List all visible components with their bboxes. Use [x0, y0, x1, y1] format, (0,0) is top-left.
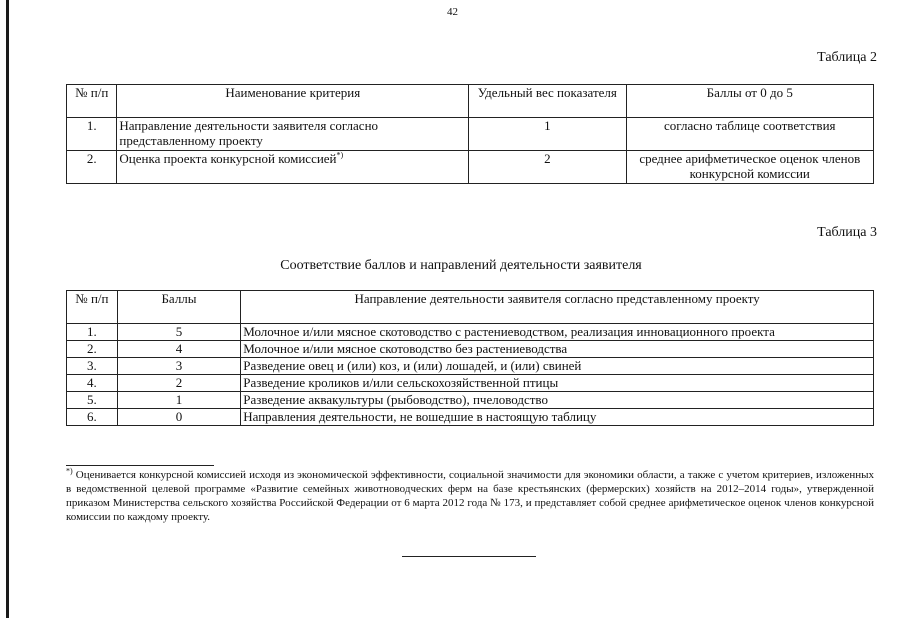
- row-points: 0: [117, 409, 240, 426]
- footnote-text: Оценивается конкурсной комиссией исходя из экономической эффективности, социальной значимости для экономики области, а также с учетом критериев, изложенных в ведомственной целевой программе «Развитие семейных животноводческих ферм на базе крестьянских (фермерских) хозяйств на 2012–2014 годы», утвержденной приказом Министерства сельского хозяйства Российской Федерации от 6 марта 2012 года № 173, и представляет собой среднее арифметическое оценок членов конкурсной комиссии по каждому проекту.: [66, 469, 875, 523]
- column-header-weight: Удельный вес показателя: [469, 85, 626, 118]
- table-row: [67, 358, 874, 375]
- row-number: 5.: [67, 392, 118, 409]
- table-header-row: [67, 85, 874, 118]
- row-number: 4.: [67, 375, 118, 392]
- footnote-separator: [66, 465, 214, 466]
- row-number: 1.: [67, 118, 117, 151]
- row-activity: Молочное и/или мясное скотоводство с растениеводством, реализация инновационного проекта: [241, 324, 874, 341]
- column-header-points: Баллы: [117, 291, 240, 324]
- row-points: 2: [117, 375, 240, 392]
- criterion-name: Оценка проекта конкурсной комиссией: [119, 151, 337, 166]
- row-points: 4: [117, 341, 240, 358]
- row-number: 6.: [67, 409, 118, 426]
- end-of-page-rule: [402, 556, 536, 557]
- footnote-marker: *): [66, 466, 73, 476]
- row-number: 2.: [67, 341, 118, 358]
- footnote-marker: *): [336, 150, 344, 160]
- column-header-activity: Направление деятельности заявителя согласно представленному проекту: [241, 291, 874, 324]
- row-activity: Разведение кроликов и/или сельскохозяйственной птицы: [241, 375, 874, 392]
- criterion-score: согласно таблице соответствия: [626, 118, 873, 151]
- row-number: 3.: [67, 358, 118, 375]
- row-points: 5: [117, 324, 240, 341]
- column-header-number: № п/п: [67, 291, 118, 324]
- row-activity: Разведение аквакультуры (рыбоводство), пчеловодство: [241, 392, 874, 409]
- table-header-row: [67, 291, 874, 324]
- row-activity: Молочное и/или мясное скотоводство без растениеводства: [241, 341, 874, 358]
- criterion-score: среднее арифметическое оценок членов конкурсной комиссии: [626, 151, 873, 184]
- column-header-number: № п/п: [67, 85, 117, 118]
- table-row: [67, 409, 874, 426]
- table-row: [67, 392, 874, 409]
- criterion-weight: 2: [469, 151, 626, 184]
- correspondence-table: [66, 290, 874, 426]
- table3-title: Соответствие баллов и направлений деятельности заявителя: [280, 258, 642, 273]
- row-points: 3: [117, 358, 240, 375]
- criterion-name-cell: [117, 151, 469, 184]
- table-row: [67, 324, 874, 341]
- column-header-score: Баллы от 0 до 5: [626, 85, 873, 118]
- table3-caption: Таблица 3: [817, 225, 877, 240]
- row-number: 1.: [67, 324, 118, 341]
- criterion-name: Направление деятельности заявителя согласно представленному проекту: [117, 118, 469, 151]
- row-points: 1: [117, 392, 240, 409]
- table-row: [67, 118, 874, 151]
- page-number: 42: [447, 6, 458, 18]
- page-edge-rule: [6, 0, 9, 618]
- table-row: [67, 151, 874, 184]
- footnote: [66, 468, 874, 524]
- row-activity: Разведение овец и (или) коз, и (или) лошадей, и (или) свиней: [241, 358, 874, 375]
- criteria-table: [66, 84, 874, 184]
- row-activity: Направления деятельности, не вошедшие в настоящую таблицу: [241, 409, 874, 426]
- table-row: [67, 341, 874, 358]
- table-row: [67, 375, 874, 392]
- column-header-criterion: Наименование критерия: [117, 85, 469, 118]
- row-number: 2.: [67, 151, 117, 184]
- table2-caption: Таблица 2: [817, 50, 877, 65]
- criterion-weight: 1: [469, 118, 626, 151]
